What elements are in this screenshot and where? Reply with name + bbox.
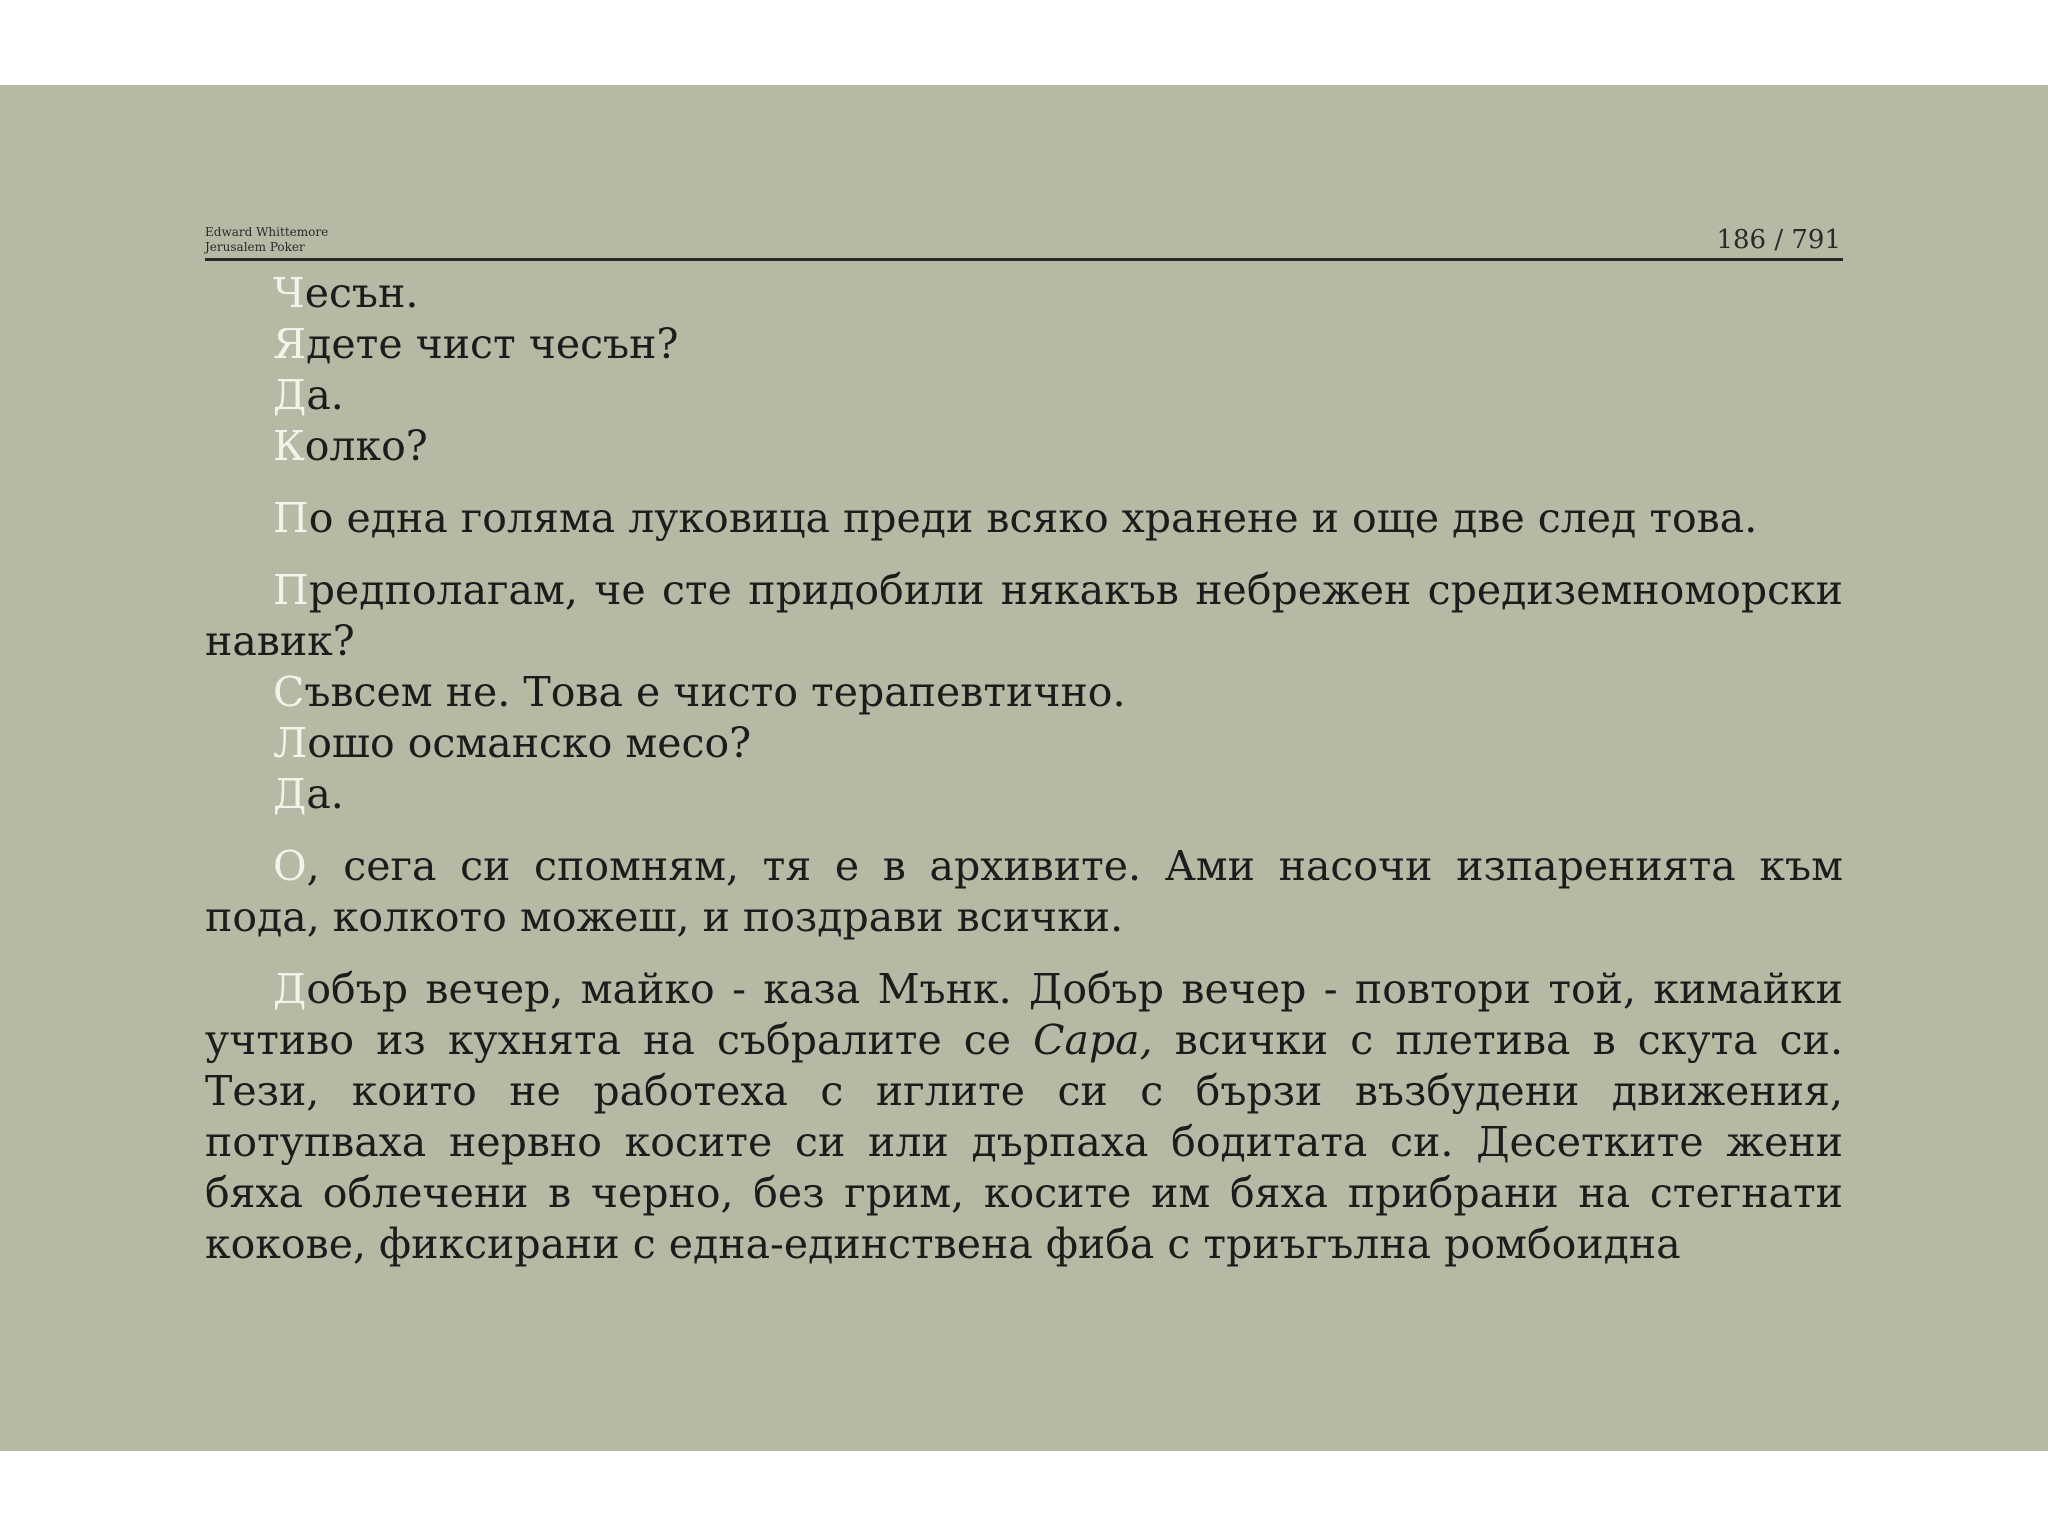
paragraph bbox=[205, 718, 1843, 769]
page-header bbox=[205, 135, 1843, 261]
paragraph-initial: О bbox=[273, 842, 307, 890]
book-author: Edward Whittemore bbox=[205, 225, 329, 239]
paragraph-text: о една голяма луковица преди всяко хранене и още две след това. bbox=[308, 494, 1758, 542]
paragraph-text: дете чист чесън? bbox=[306, 320, 679, 368]
paragraph-initial: К bbox=[273, 422, 305, 470]
italic-name: Сара, bbox=[1033, 1016, 1153, 1064]
paragraph-text: ошо османско месо? bbox=[307, 719, 752, 767]
paragraph-text: , сега си спомням, тя е в архивите. Ами насочи изпаренията към пода, колкото можеш, и поздрави всички. bbox=[205, 842, 1843, 941]
paragraph bbox=[205, 964, 1843, 1270]
paragraph-initial: Ч bbox=[273, 269, 305, 317]
paragraph bbox=[205, 841, 1843, 943]
paragraph-initial: С bbox=[273, 668, 305, 716]
paragraph-text: редполагам, че сте придобили някакъв небрежен средиземноморски навик? bbox=[205, 566, 1843, 665]
paragraph-initial: Д bbox=[273, 770, 307, 818]
book-info bbox=[205, 225, 328, 255]
book-text bbox=[205, 268, 1843, 1270]
paragraph-text: есън. bbox=[304, 269, 419, 317]
paragraph-text: а. bbox=[306, 770, 344, 818]
paragraph bbox=[205, 667, 1843, 718]
book-title: Jerusalem Poker bbox=[205, 240, 305, 254]
paragraph-text: обър вечер, майко - каза Мънк. Добър вечер - повтори той, кимайки учтиво из кухнята на събралите се bbox=[205, 965, 1843, 1064]
paragraph bbox=[205, 493, 1843, 544]
paragraph-text: а. bbox=[306, 371, 344, 419]
paragraph-text: олко? bbox=[304, 422, 428, 470]
paragraph-text: ъвсем не. Това е чисто терапевтично. bbox=[304, 668, 1126, 716]
paragraph-text: всички с плетива в скута си. Тези, които не работеха с иглите си с бързи възбудени движения, потупваха нервно косите си или дърпаха бодитата си. Десетките жени бяха облечени в черно, без грим, косите им бяха прибрани на стегнати кокове, фиксирани с една-единствена фиба с триъгълна ромбоидна bbox=[205, 1016, 1843, 1268]
paragraph bbox=[205, 421, 1843, 472]
paragraph-initial: Д bbox=[273, 965, 307, 1013]
paragraph bbox=[205, 268, 1843, 319]
paragraph-initial: Я bbox=[273, 320, 307, 368]
paragraph bbox=[205, 370, 1843, 421]
paragraph bbox=[205, 769, 1843, 820]
page-counter: 186 / 791 bbox=[1716, 225, 1841, 255]
paragraph-initial: Л bbox=[273, 719, 308, 767]
paragraph-initial: П bbox=[273, 494, 309, 542]
paragraph bbox=[205, 319, 1843, 370]
paragraph-initial: П bbox=[273, 566, 309, 614]
paragraph-initial: Д bbox=[273, 371, 307, 419]
paragraph bbox=[205, 565, 1843, 667]
